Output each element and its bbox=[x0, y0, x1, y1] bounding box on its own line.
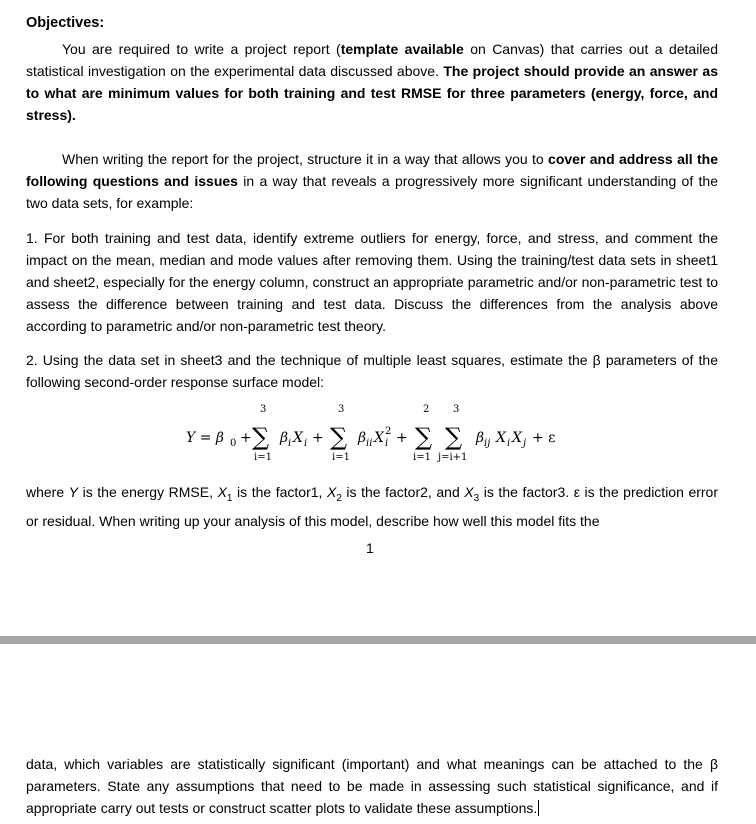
eq-x4: X bbox=[512, 430, 522, 446]
eq-sum2: ∑ bbox=[330, 423, 348, 451]
var-y: Y bbox=[68, 484, 79, 500]
eq-plus: + bbox=[240, 430, 252, 446]
eq-x2-sub: i bbox=[385, 438, 389, 449]
eq-epsilon: + ε bbox=[532, 430, 556, 446]
sub: 2 bbox=[336, 492, 342, 504]
bold-text: The project should provide an answer as to what are minimum values for both training and test RMSE for three parameters (energy, force, and stress). bbox=[26, 63, 718, 123]
text: is the energy RMSE, bbox=[78, 484, 218, 500]
eq-plus: + bbox=[396, 430, 408, 446]
eq-beta1: β bbox=[280, 430, 289, 446]
eq-sub0: 0 bbox=[230, 438, 237, 449]
eq-upper4: 3 bbox=[453, 404, 460, 415]
eq-x1: X bbox=[293, 430, 303, 446]
eq-upper3: 2 bbox=[423, 404, 430, 415]
var-x1: X bbox=[217, 484, 227, 500]
text: data, which variables are statistically significant (important) and what meanings can be attached to the β parameters. State any assumptions that need to be made in assessing such statistical significance, and if appropriate carry out tests or construct scatter plots to validate these assumptions. bbox=[26, 756, 718, 816]
var-x2: X bbox=[326, 484, 337, 500]
text: in a way that reveals a progressively more significant understanding of the two data sets, for example: bbox=[26, 173, 718, 211]
eq-lhs: Y = β bbox=[186, 430, 224, 446]
eq-plus: + bbox=[312, 430, 324, 446]
paragraph-continuation[interactable] bbox=[26, 753, 718, 819]
text: When writing the report for the project, structure it in a way that allows you to bbox=[62, 151, 549, 167]
eq-upper2: 3 bbox=[338, 404, 345, 415]
text: is the factor3. ε is the prediction error or residual. When writing up your analysis of this model, describe how well this model fits the bbox=[26, 484, 718, 529]
text: is the factor1, bbox=[232, 484, 327, 500]
eq-beta2: β bbox=[358, 430, 367, 446]
eq-x3-sub: i bbox=[507, 438, 511, 449]
eq-beta2-sub: ii bbox=[366, 438, 373, 449]
text: is the factor2, and bbox=[341, 484, 465, 500]
sub: 1 bbox=[226, 492, 233, 504]
eq-beta3: β bbox=[476, 430, 485, 446]
eq-beta1-sub: i bbox=[288, 438, 292, 449]
bold-text: cover and address all the following questions and issues bbox=[26, 151, 718, 189]
eq-sum3: ∑ bbox=[415, 423, 433, 451]
question-1: 1. For both training and test data, identify extreme outliers for energy, force, and stress, and comment the impact on the mean, median and mode values after removing them. Using the training/test data sets in sheet1 and sheet2, especially for the energy column, construct an appropriate parametric and/or non-parametric test to assess the difference between training and test data. Discuss the differences from the analysis above according to parametric and/or non-parametric test theory. bbox=[26, 230, 718, 334]
paragraph-variables bbox=[26, 481, 718, 532]
text: where bbox=[26, 484, 69, 500]
eq-sum1: ∑ bbox=[252, 423, 270, 451]
paragraph-intro bbox=[26, 38, 718, 126]
eq-square: 2 bbox=[385, 426, 392, 437]
text: You are required to write a project report ( bbox=[62, 41, 341, 57]
equation-svg bbox=[0, 404, 756, 466]
eq-lower3: i=1 bbox=[413, 452, 431, 463]
page-number: 1 bbox=[366, 540, 374, 556]
eq-x3: X bbox=[496, 430, 506, 446]
page-separator bbox=[0, 636, 756, 644]
eq-upper1: 3 bbox=[260, 404, 267, 415]
eq-x1-sub: i bbox=[304, 438, 308, 449]
question-2: 2. Using the data set in sheet3 and the technique of multiple least squares, estimate the β parameters of the following second-order response surface model: bbox=[26, 352, 718, 390]
text: on Canvas) that carries out a detailed statistical investigation on the experimental data discussed above. bbox=[26, 41, 718, 79]
response-surface-equation bbox=[0, 404, 756, 466]
eq-x4-sub: j bbox=[523, 438, 527, 449]
paragraph-structure bbox=[26, 148, 718, 214]
text-cursor bbox=[538, 800, 539, 816]
sub: 3 bbox=[473, 492, 480, 504]
var-x3: X bbox=[464, 484, 474, 500]
eq-beta3-sub: ij bbox=[484, 438, 491, 449]
objectives-heading: Objectives: bbox=[26, 15, 105, 31]
eq-sum4: ∑ bbox=[445, 423, 463, 451]
eq-x2: X bbox=[374, 430, 384, 446]
eq-lower4: j=i+1 bbox=[438, 452, 468, 463]
eq-lower1: i=1 bbox=[254, 452, 272, 463]
eq-lower2: i=1 bbox=[332, 452, 350, 463]
bold-text: template available bbox=[340, 41, 464, 57]
